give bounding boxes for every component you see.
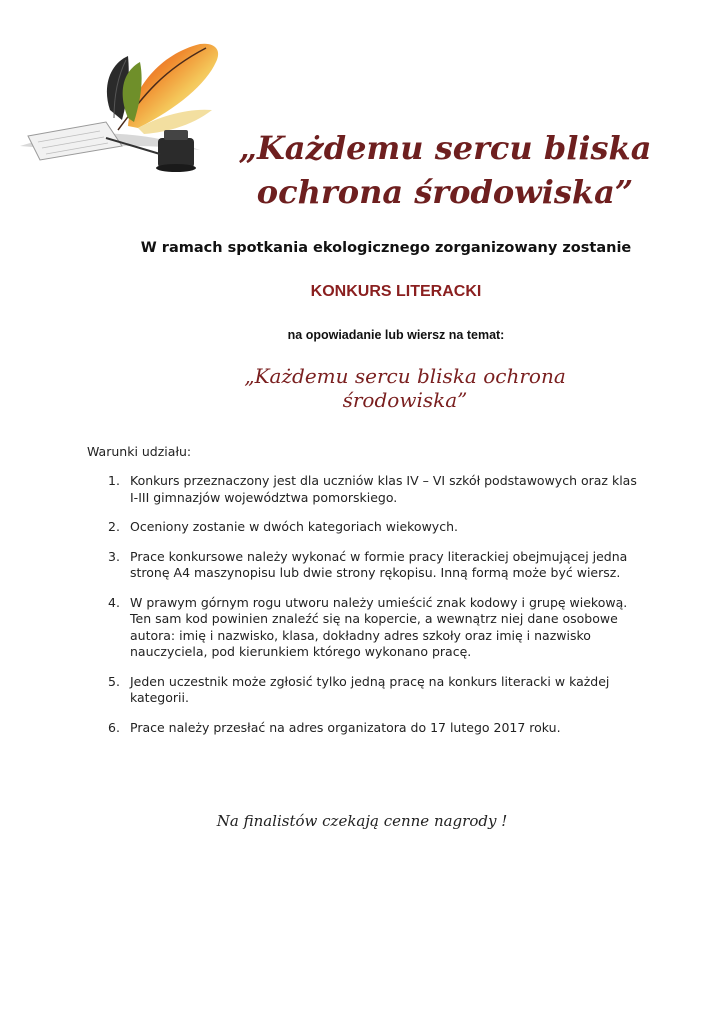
main-title [230, 126, 660, 214]
list-item [108, 674, 648, 707]
intro-text: W ramach spotkania ekologicznego zorganizowany zostanie [140, 240, 632, 256]
list-item [108, 549, 648, 582]
list-item-number: 1. [108, 473, 120, 488]
list-item [108, 519, 648, 536]
quill-and-inkwell-icon [10, 38, 235, 188]
subject-text: na opowiadanie lub wiersz na temat: [287, 328, 505, 342]
list-item-number: 5. [108, 673, 120, 689]
list-item [108, 595, 648, 661]
contest-name: KONKURS LITERACKI [310, 283, 482, 300]
list-item-text: Oceniony zostanie w dwóch kategoriach wiekowych. [130, 519, 458, 534]
conditions-label: Warunki udziału: [87, 444, 192, 459]
prize-note: Na finalistów czekają cenne nagrody ! [216, 812, 508, 830]
list-item-text: Prace konkursowe należy wykonać w formie pracy literackiej obejmującej jedna stronę A4 maszynopisu lub dwie strony rękopisu. Inną formą może być wiersz. [130, 548, 628, 580]
list-item-text: W prawym górnym rogu utworu należy umieścić znak kodowy i grupę wiekową. Ten sam kod powinien znaleźć się na kopercie, a wewnątrz niej dane osobowe autora: imię i nazwisko, klasa, dokładny adres szkoły oraz imię i nazwisko nauczyciela, pod kierunkiem którego wykonano pracę. [130, 594, 628, 659]
list-item-number: 6. [108, 719, 120, 735]
list-item-text: Konkurs przeznaczony jest dla uczniów klas IV – VI szkół podstawowych oraz klas I-III gimnazjów województwa pomorskiego. [130, 473, 637, 505]
main-title-line-2: ochrona środowiska” [256, 173, 634, 211]
main-title-line-1: „Każdemu sercu bliska [238, 129, 652, 167]
theme-title: „Każdemu sercu bliska ochrona środowiska” [244, 364, 566, 412]
list-item-number: 2. [108, 519, 120, 534]
list-item-text: Prace należy przesłać na adres organizatora do 17 lutego 2017 roku. [130, 719, 561, 735]
list-item [108, 473, 648, 506]
list-item-number: 3. [108, 548, 120, 564]
list-item [108, 720, 648, 737]
conditions-list [108, 473, 648, 749]
list-item-text: Jeden uczestnik może zgłosić tylko jedną pracę na konkurs literacki w każdej kategorii. [130, 673, 610, 705]
list-item-number: 4. [108, 594, 120, 610]
